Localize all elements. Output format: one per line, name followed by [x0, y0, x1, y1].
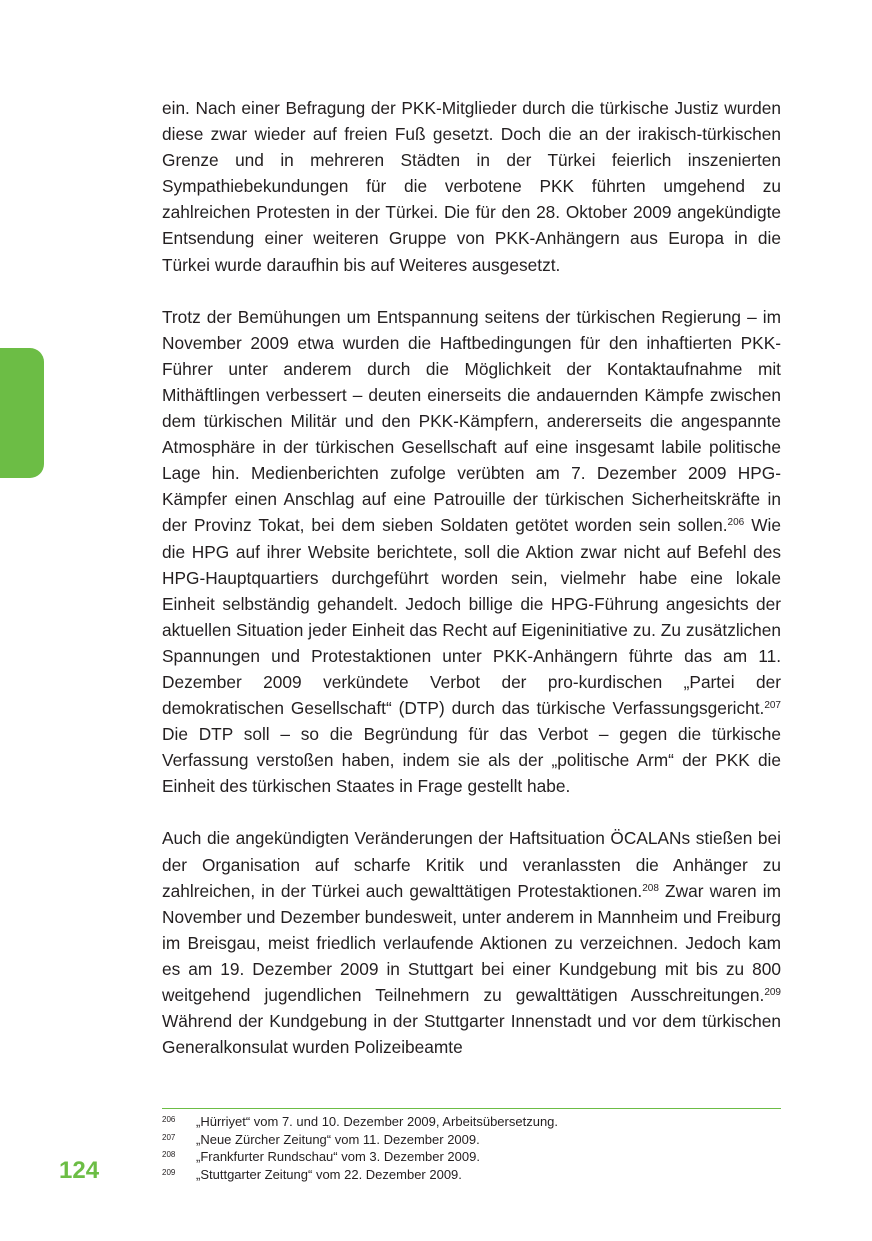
paragraph-text: Während der Kundgebung in der Stuttgarter Innenstadt und vor dem türkischen Generalkonsulat wurden Polizeibeamte [162, 1011, 781, 1058]
chapter-side-tab [0, 348, 44, 478]
paragraph [162, 825, 781, 1060]
footnote-text: „Stuttgarter Zeitung“ vom 22. Dezember 2009. [196, 1166, 462, 1182]
footnote-ref-209[interactable]: 209 [764, 987, 781, 998]
footnote [162, 1113, 781, 1131]
footnote-text: „Frankfurter Rundschau“ vom 3. Dezember 2009. [196, 1149, 480, 1165]
page-number: 124 [59, 1157, 100, 1184]
footnote [162, 1131, 781, 1149]
footnote-number: 207 [162, 1132, 176, 1142]
footnote [162, 1166, 781, 1184]
footnote-number: 209 [162, 1167, 176, 1177]
paragraph [162, 304, 781, 800]
paragraph-text: Zwar waren im November und Dezember bundesweit, unter anderem in Mannheim und Freiburg im Breisgau, meist friedlich verlaufende Aktionen zu verzeichnen. Jedoch kam es am 19. Dezember 2009 in Stuttgart bei einer Kundgebung mit bis zu 800 weitgehend jugendlichen Teilnehmern zu gewalttätigen Ausschreitungen. [162, 880, 781, 1005]
paragraph-text: Die DTP soll – so die Begründung für das Verbot – gegen die türkische Verfassung verstoßen haben, indem sie als der „politische Arm“ der PKK die Einheit des türkischen Staates in Frage gestellt habe. [162, 724, 781, 797]
footnotes [162, 1113, 781, 1183]
paragraph-text: ein. Nach einer Befragung der PKK-Mitglieder durch die türkische Justiz wurden diese zwar wieder auf freien Fuß gesetzt. Doch die an der irakisch-türkischen Grenze und in mehreren Städten in der Türkei feierlich inszenierten Sympathiebekundungen für die verbotene PKK führten umgehend zu zahlreichen Protesten in der Türkei. Die für den 28. Oktober 2009 angekündigte Entsendung einer weiteren Gruppe von PKK-Anhängern aus Europa in die Türkei wurde daraufhin bis auf Weiteres ausgesetzt. [162, 98, 781, 275]
footnote-ref-207[interactable]: 207 [764, 700, 781, 712]
footnote-text: „Hürriyet“ vom 7. und 10. Dezember 2009, Arbeitsübersetzung. [196, 1114, 559, 1129]
paragraph-text: Wie die HPG auf ihrer Website berichtete, soll die Aktion zwar nicht auf Befehl des HPG-Hauptquartiers durchgeführt worden sein, vielmehr habe eine lokale Einheit selbständig gehandelt. Jedoch billige die HPG-Führung angesichts der aktuellen Situation jeder Einheit das Recht auf Eigeninitiative zu. Zu zusätzlichen Spannungen und Protestaktionen unter PKK-Anhängern führte das am 11. Dezember 2009 verkündete Verbot der pro-kurdischen „Partei der demokratischen Gesellschaft“ (DTP) durch das türkische Verfassungsgericht. [162, 515, 781, 719]
footnote-number: 206 [162, 1115, 176, 1124]
footnote-ref-206[interactable]: 206 [727, 517, 745, 529]
footnote-number: 208 [162, 1150, 176, 1160]
footnote-ref-208[interactable]: 208 [642, 882, 659, 894]
footnote-text: „Neue Zürcher Zeitung“ vom 11. Dezember 2009. [196, 1131, 480, 1147]
footnote-divider [162, 1108, 781, 1109]
paragraph [162, 95, 781, 278]
footnote [162, 1148, 781, 1166]
paragraph-text: Trotz der Bemühungen um Entspannung seitens der türkischen Regierung – im November 2009 etwa wurden die Haftbedingungen für den inhaftierten PKK-Führer unter anderem durch die Möglichkeit der Kontaktaufnahme mit Mithäftlingen verbessert – deuten einerseits die andauernden Kämpfe zwischen dem türkischen Militär und den PKK-Kämpfern, andererseits die angespannte Atmosphäre in der türkischen Gesellschaft auf eine insgesamt labile politische Lage hin. Medienberichten zufolge verübten am 7. Dezember 2009 HPG-Kämpfer einen Anschlag auf eine Patrouille der türkischen Sicherheitskräfte in der Provinz Tokat, bei dem sieben Soldaten getötet worden sein sollen. [162, 306, 781, 536]
body-text [162, 95, 781, 1086]
paragraph-text: Auch die angekündigten Veränderungen der Haftsituation ÖCALANs stießen bei der Organisation auf scharfe Kritik und veranlassten die Anhänger zu zahlreichen, in der Türkei auch gewalttätigen Protestaktionen. [162, 828, 781, 901]
